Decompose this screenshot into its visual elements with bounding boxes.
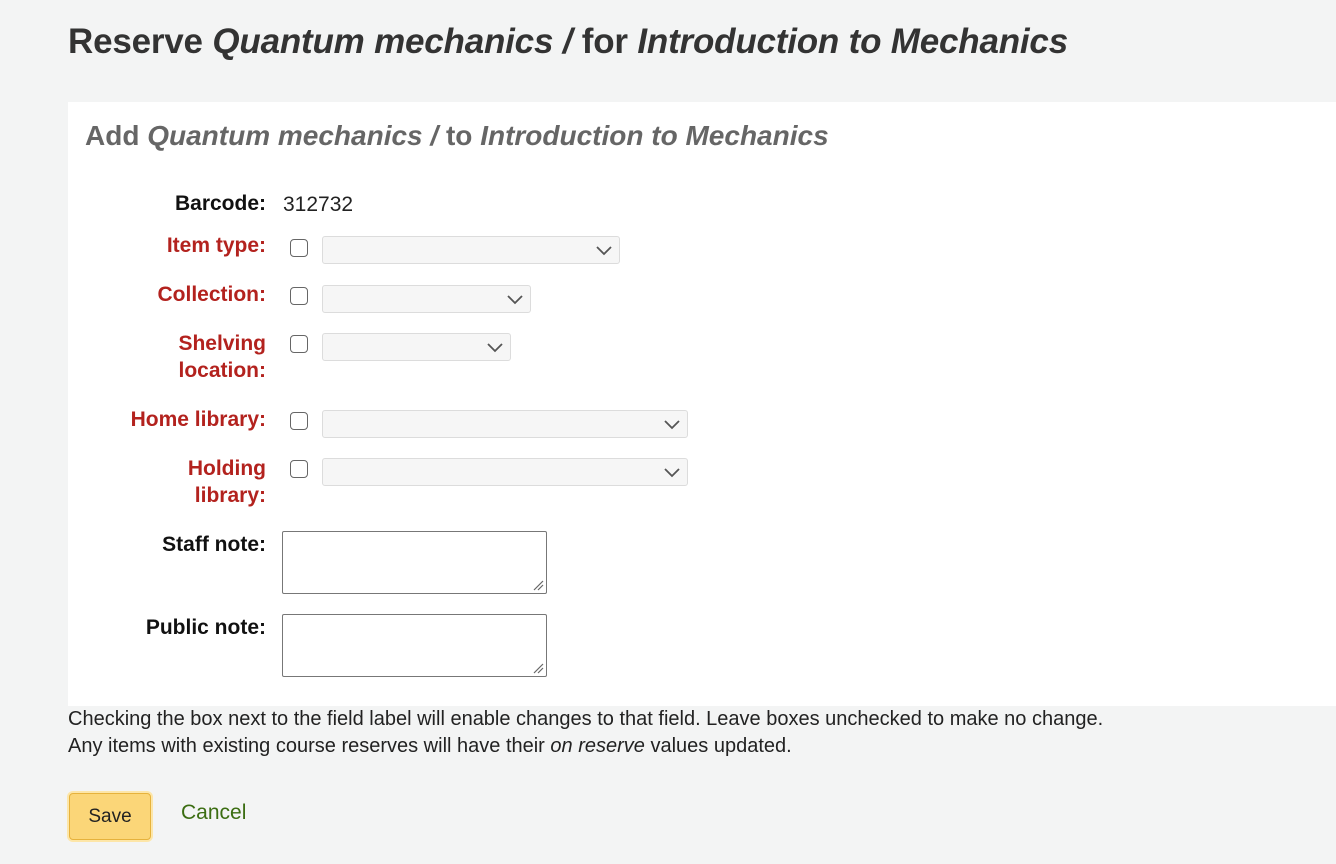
holding-library-label: Holding library:	[187, 457, 266, 507]
shelving-location-select[interactable]	[322, 333, 511, 361]
reserve-form-panel	[68, 102, 1336, 706]
help-text: Checking the box next to the field label will enable changes to that field. Leave boxes unchecked to make no change. Any items with existing course reserves will have their on reserve values updated.	[68, 708, 1104, 757]
public-note-label: Public note:	[145, 616, 266, 639]
chevron-down-icon	[486, 340, 504, 354]
shelving-location-label: Shelving location:	[178, 332, 266, 382]
chevron-down-icon	[663, 417, 681, 431]
barcode-value: 312732	[283, 193, 354, 216]
chevron-down-icon	[595, 243, 613, 257]
panel-heading: Add Quantum mechanics / to Introduction to Mechanics	[85, 120, 829, 151]
barcode-label: Barcode:	[174, 192, 266, 215]
item-type-checkbox[interactable]	[290, 239, 308, 257]
staff-note-label: Staff note:	[162, 533, 266, 556]
item-type-select[interactable]	[322, 236, 620, 264]
collection-select[interactable]	[322, 285, 531, 313]
chevron-down-icon	[663, 465, 681, 479]
staff-note-textarea[interactable]	[282, 531, 547, 594]
resize-grip-icon[interactable]	[532, 662, 544, 674]
home-library-checkbox[interactable]	[290, 412, 308, 430]
item-type-label: Item type:	[166, 234, 266, 257]
resize-grip-icon[interactable]	[532, 579, 544, 591]
save-button[interactable]: Save	[69, 793, 151, 840]
shelving-location-checkbox[interactable]	[290, 335, 308, 353]
public-note-textarea[interactable]	[282, 614, 547, 677]
collection-checkbox[interactable]	[290, 287, 308, 305]
page-title: Reserve Quantum mechanics / for Introduction to Mechanics	[68, 22, 1068, 61]
holding-library-select[interactable]	[322, 458, 688, 486]
home-library-select[interactable]	[322, 410, 688, 438]
chevron-down-icon	[506, 292, 524, 306]
holding-library-checkbox[interactable]	[290, 460, 308, 478]
cancel-link[interactable]: Cancel	[181, 801, 247, 824]
collection-label: Collection:	[157, 283, 266, 306]
home-library-label: Home library:	[130, 408, 266, 431]
